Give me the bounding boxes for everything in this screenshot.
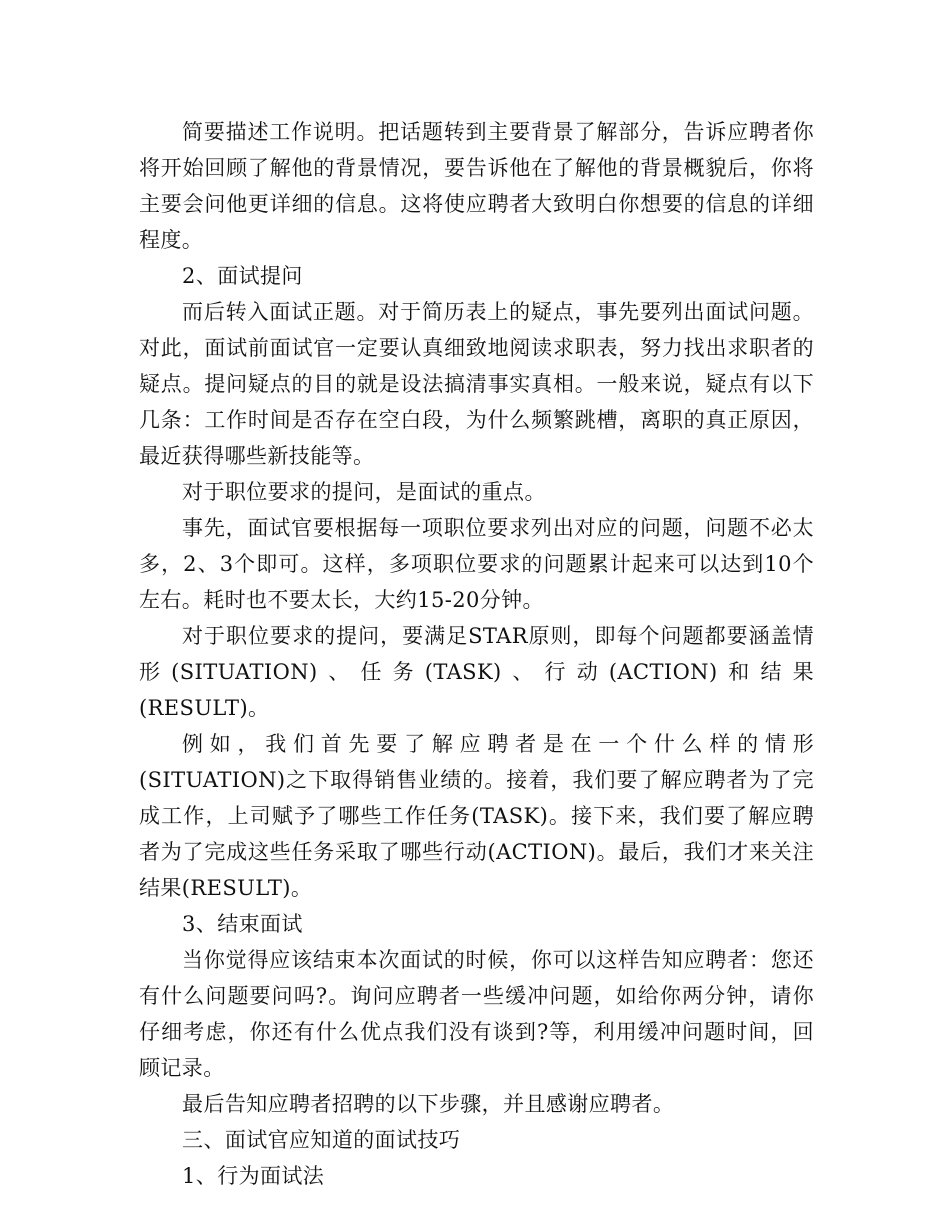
paragraph-question-count: 事先，面试官要根据每一项职位要求列出对应的问题，问题不必太多，2、3个即可。这样，多项职位要求的问题累计起来可以达到10个左右。耗时也不要太长，大约15-20分钟。 [139, 516, 814, 612]
heading-interview-skills: 三、面试官应知道的面试技巧 [182, 1128, 461, 1152]
paragraph-star-example: 例如，我们首先要了解应聘者是在一个什么样的情形(SITUATION)之下取得销售业绩的。接着，我们要了解应聘者为了完成工作，上司赋予了哪些工作任务(TASK)。接下来，我们要了解应聘者为了完成这些任务采取了哪些行动(ACTION)。最后，我们才来关注结果(RESULT)。 [139, 732, 814, 900]
heading-interview-questions: 2、面试提问 [182, 264, 303, 288]
heading-behavioral-interview: 1、行为面试法 [182, 1164, 325, 1188]
paragraph-resume-doubts: 而后转入面试正题。对于简历表上的疑点，事先要列出面试问题。对此，面试前面试官一定要认真细致地阅读求职表，努力找出求职者的疑点。提问疑点的目的就是设法搞清事实真相。一般来说，疑点有以下几条：工作时间是否存在空白段，为什么频繁跳槽，离职的真正原因，最近获得哪些新技能等。 [139, 300, 814, 468]
heading-end-interview: 3、结束面试 [182, 912, 303, 936]
paragraph-thank-candidate: 最后告知应聘者招聘的以下步骤，并且感谢应聘者。 [182, 1092, 675, 1116]
paragraph-buffer-questions: 当你觉得应该结束本次面试的时候，你可以这样告知应聘者：您还有什么问题要问吗?。询问应聘者一些缓冲问题，如给你两分钟，请你仔细考虑，你还有什么优点我们没有谈到?等，利用缓冲问题时间，回顾记录。 [139, 948, 814, 1080]
paragraph-job-requirements-focus: 对于职位要求的提问，是面试的重点。 [182, 480, 546, 504]
paragraph-job-description: 简要描述工作说明。把话题转到主要背景了解部分，告诉应聘者你将开始回顾了解他的背景情况，要告诉他在了解他的背景概貌后，你将主要会问他更详细的信息。这将使应聘者大致明白你想要的信息的详细程度。 [139, 120, 814, 252]
paragraph-star-principle: 对于职位要求的提问，要满足STAR原则，即每个问题都要涵盖情形(SITUATION)、任务(TASK)、行动(ACTION)和结果(RESULT)。 [139, 624, 814, 720]
document-body [139, 114, 814, 1194]
